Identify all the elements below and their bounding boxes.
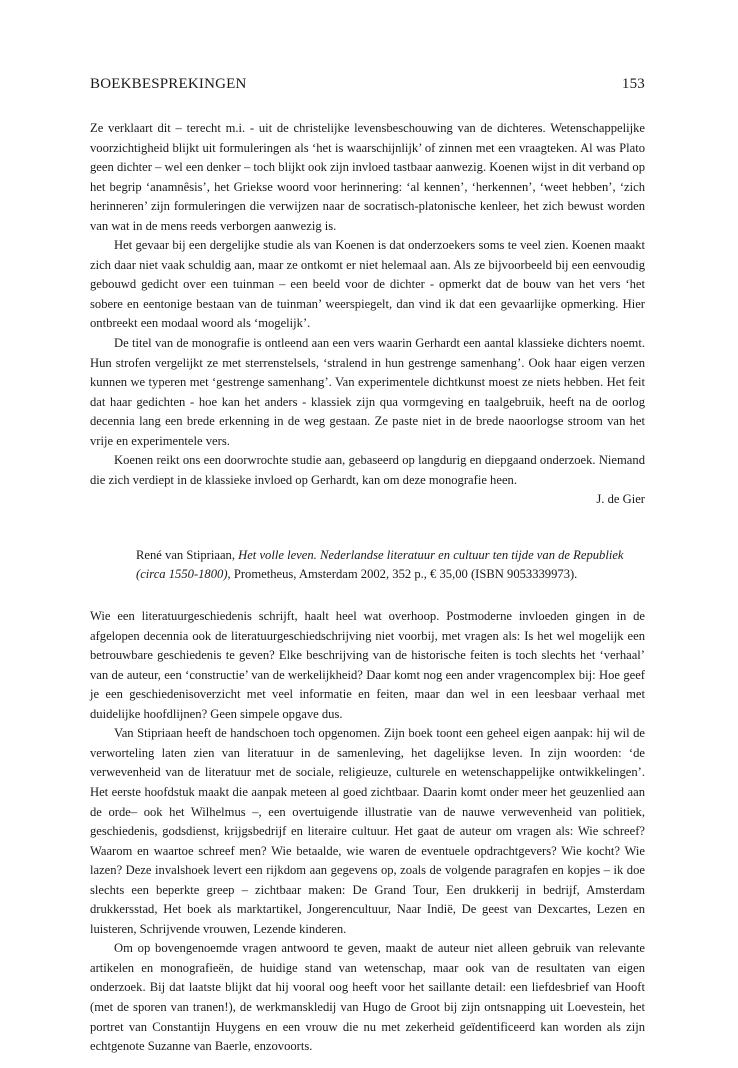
book-page — [90, 76, 645, 1057]
review2-paragraph-3: Om op bovengenoemde vragen antwoord te geven, maakt de auteur niet alleen gebruik van relevante artikelen en monografieën, de huidige stand van wetenschap, maar ook van de resultaten van eigen onderzoek. Bij dat laatste blijkt dat hij vooral oog heeft voor het saillante detail: een liefdesbrief van Hooft (met de sporen van tranen!), de werkmanskledij van Hugo de Groot bij zijn ontsnapping uit Loevestein, het portret van Constantijn Huygens en een vrouw die nu met zekerheid geïdentificeerd kan worden als zijn echtgenote Suzanne van Baerle, enzovoorts. — [90, 941, 645, 1054]
review2-paragraph-2: Van Stipriaan heeft de handschoen toch opgenomen. Zijn boek toont een geheel eigen aanpak: hij wil de verworteling laten zien van literatuur in de samenleving, het dagelijkse leven. In zijn woorden: ‘de verwevenheid van de literatuur met de sociale, religieuze, culturele en wetenschappelijke ontwikkelingen’. Het eerste hoofdstuk maakt die aanpak meteen al goed zichtbaar. Daarin komt onder meer het geuzenlied aan de orde– ook het Wilhelmus –, een overtuigende illustratie van de nauwe verwevenheid van politiek, geschiedenis, godsdienst, krijgsbedrijf en literaire cultuur. Het gaat de auteur om vragen als: Wie schreef? Waarom en waartoe schreef men? Wie betaalde, wie waren de eventuele opdrachtgevers? Wie kocht? Wie lazen? Deze invalshoek levert een rijkdom aan gegevens op, zoals de volgende paragrafen en kopjes – ik doe slechts een beperkte greep – zichtbaar maken: De Grand Tour, Een drukkerij in bedrijf, Amsterdam drukkersstad, Het boek als marktartikel, Jongerencultuur, Naar Indië, De geest van Dexcartes, Lezen en luisteren, Schrijvende vrouwen, Lezende kinderen. — [90, 726, 645, 936]
review1-paragraph-1: Ze verklaart dit – terecht m.i. - uit de christelijke levensbeschouwing van de dichteres. Wetenschappelijke voorzichtigheid blijkt uit formuleringen als ‘het is waarschijnlijk’ of zinnen met een vraagteken. Al was Plato geen dichter – wel een denker – toch blijkt ook zijn invloed tastbaar aanwezig. Koenen wijst in dit verband op het begrip ‘anamnêsis’, het Griekse woord voor herinnering: ‘al kennen’, ‘herkennen’, ‘weet hebben’, ‘zich herinneren’ zijn formuleringen die verwijzen naar de socratisch-platonische kenleer, het zich bewust worden van wat in de mens reeds verborgen aanwezig is. — [90, 121, 645, 233]
page-number: 153 — [621, 76, 645, 92]
reviewer-signature: J. de Gier — [596, 492, 645, 507]
section-title: BOEKBESPREKINGEN — [90, 76, 247, 92]
review1-paragraph-3: De titel van de monografie is ontleend aan een vers waarin Gerhardt een aantal klassieke dichters noemt. Hun strofen vergelijkt ze met sterrenstelsels, ‘stralend in hun gestrenge samenhang’. Ook haar eigen verzen kunnen we typeren met ‘gestrenge samenhang’. Van experimentele dichtkunst moest ze niets hebben. Het feit dat haar gedichten - hoe kan het anders - klassiek zijn qua vormgeving en taalgebruik, heeft na de oorlog decennia lang een brede erkenning in de weg gestaan. Ze paste niet in de brede naoorlogse stroom van het vrije en experimentele vers. — [90, 336, 645, 448]
review-gerhardt — [90, 119, 645, 510]
citation-author: René van Stipriaan, — [136, 547, 239, 562]
running-header — [90, 76, 645, 93]
review1-paragraph-2: Het gevaar bij een dergelijke studie als van Koenen is dat onderzoekers soms te veel zien. Koenen maakt zich daar niet vaak schuldig aan, maar ze ontkomt er niet helemaal aan. Als ze bijvoorbeeld bij een eenvoudig gebouwd gedicht over een tuinman – een beeld voor de dichter - opmerkt dat de bouw van het vers ‘het sobere en eentonige bestaan van de tuinman’ weerspiegelt, dan vind ik dat een gevaarlijke opmerking. Hier ontbreekt een modaal woord als ‘mogelijk’. — [90, 238, 645, 331]
review1-paragraph-4: Koenen reikt ons een doorwrochte studie aan, gebaseerd op langdurig en diepgaand onderzoek. Niemand die zich verdiept in de klassieke invloed op Gerhardt, kan om deze monografie heen. — [90, 453, 645, 487]
review2-paragraph-1: Wie een literatuurgeschiedenis schrijft, haalt heel wat overhoop. Postmoderne invloeden gingen in de afgelopen decennia ook de literatuurgeschiedschrijving niet voorbij, met vragen als: Is het wel mogelijk een betrouwbare geschiedenis te geven? Elke beschrijving van de historische feiten is toch slechts het ‘verhaal’ van de auteur, een ‘constructie’ van de werkelijkheid? Daar komt nog een ander vragencomplex bij: Hoe geef je een geschiedenisoverzicht met veel informatie en feiten, maar dan wel in een leesbaar verhaal met duidelijke hoofdlijnen? Geen simpele opgave dus. — [90, 609, 645, 721]
citation-publisher: Prometheus, Amsterdam 2002, 352 p., € 35,00 (ISBN 9053339973). — [230, 567, 578, 582]
book-citation — [90, 546, 645, 585]
review-stipriaan — [90, 546, 645, 1057]
citation-title: Het volle leven. Nederlandse literatuur en cultuur ten tijde van de Republiek (circa 1550-1800), — [136, 547, 624, 582]
